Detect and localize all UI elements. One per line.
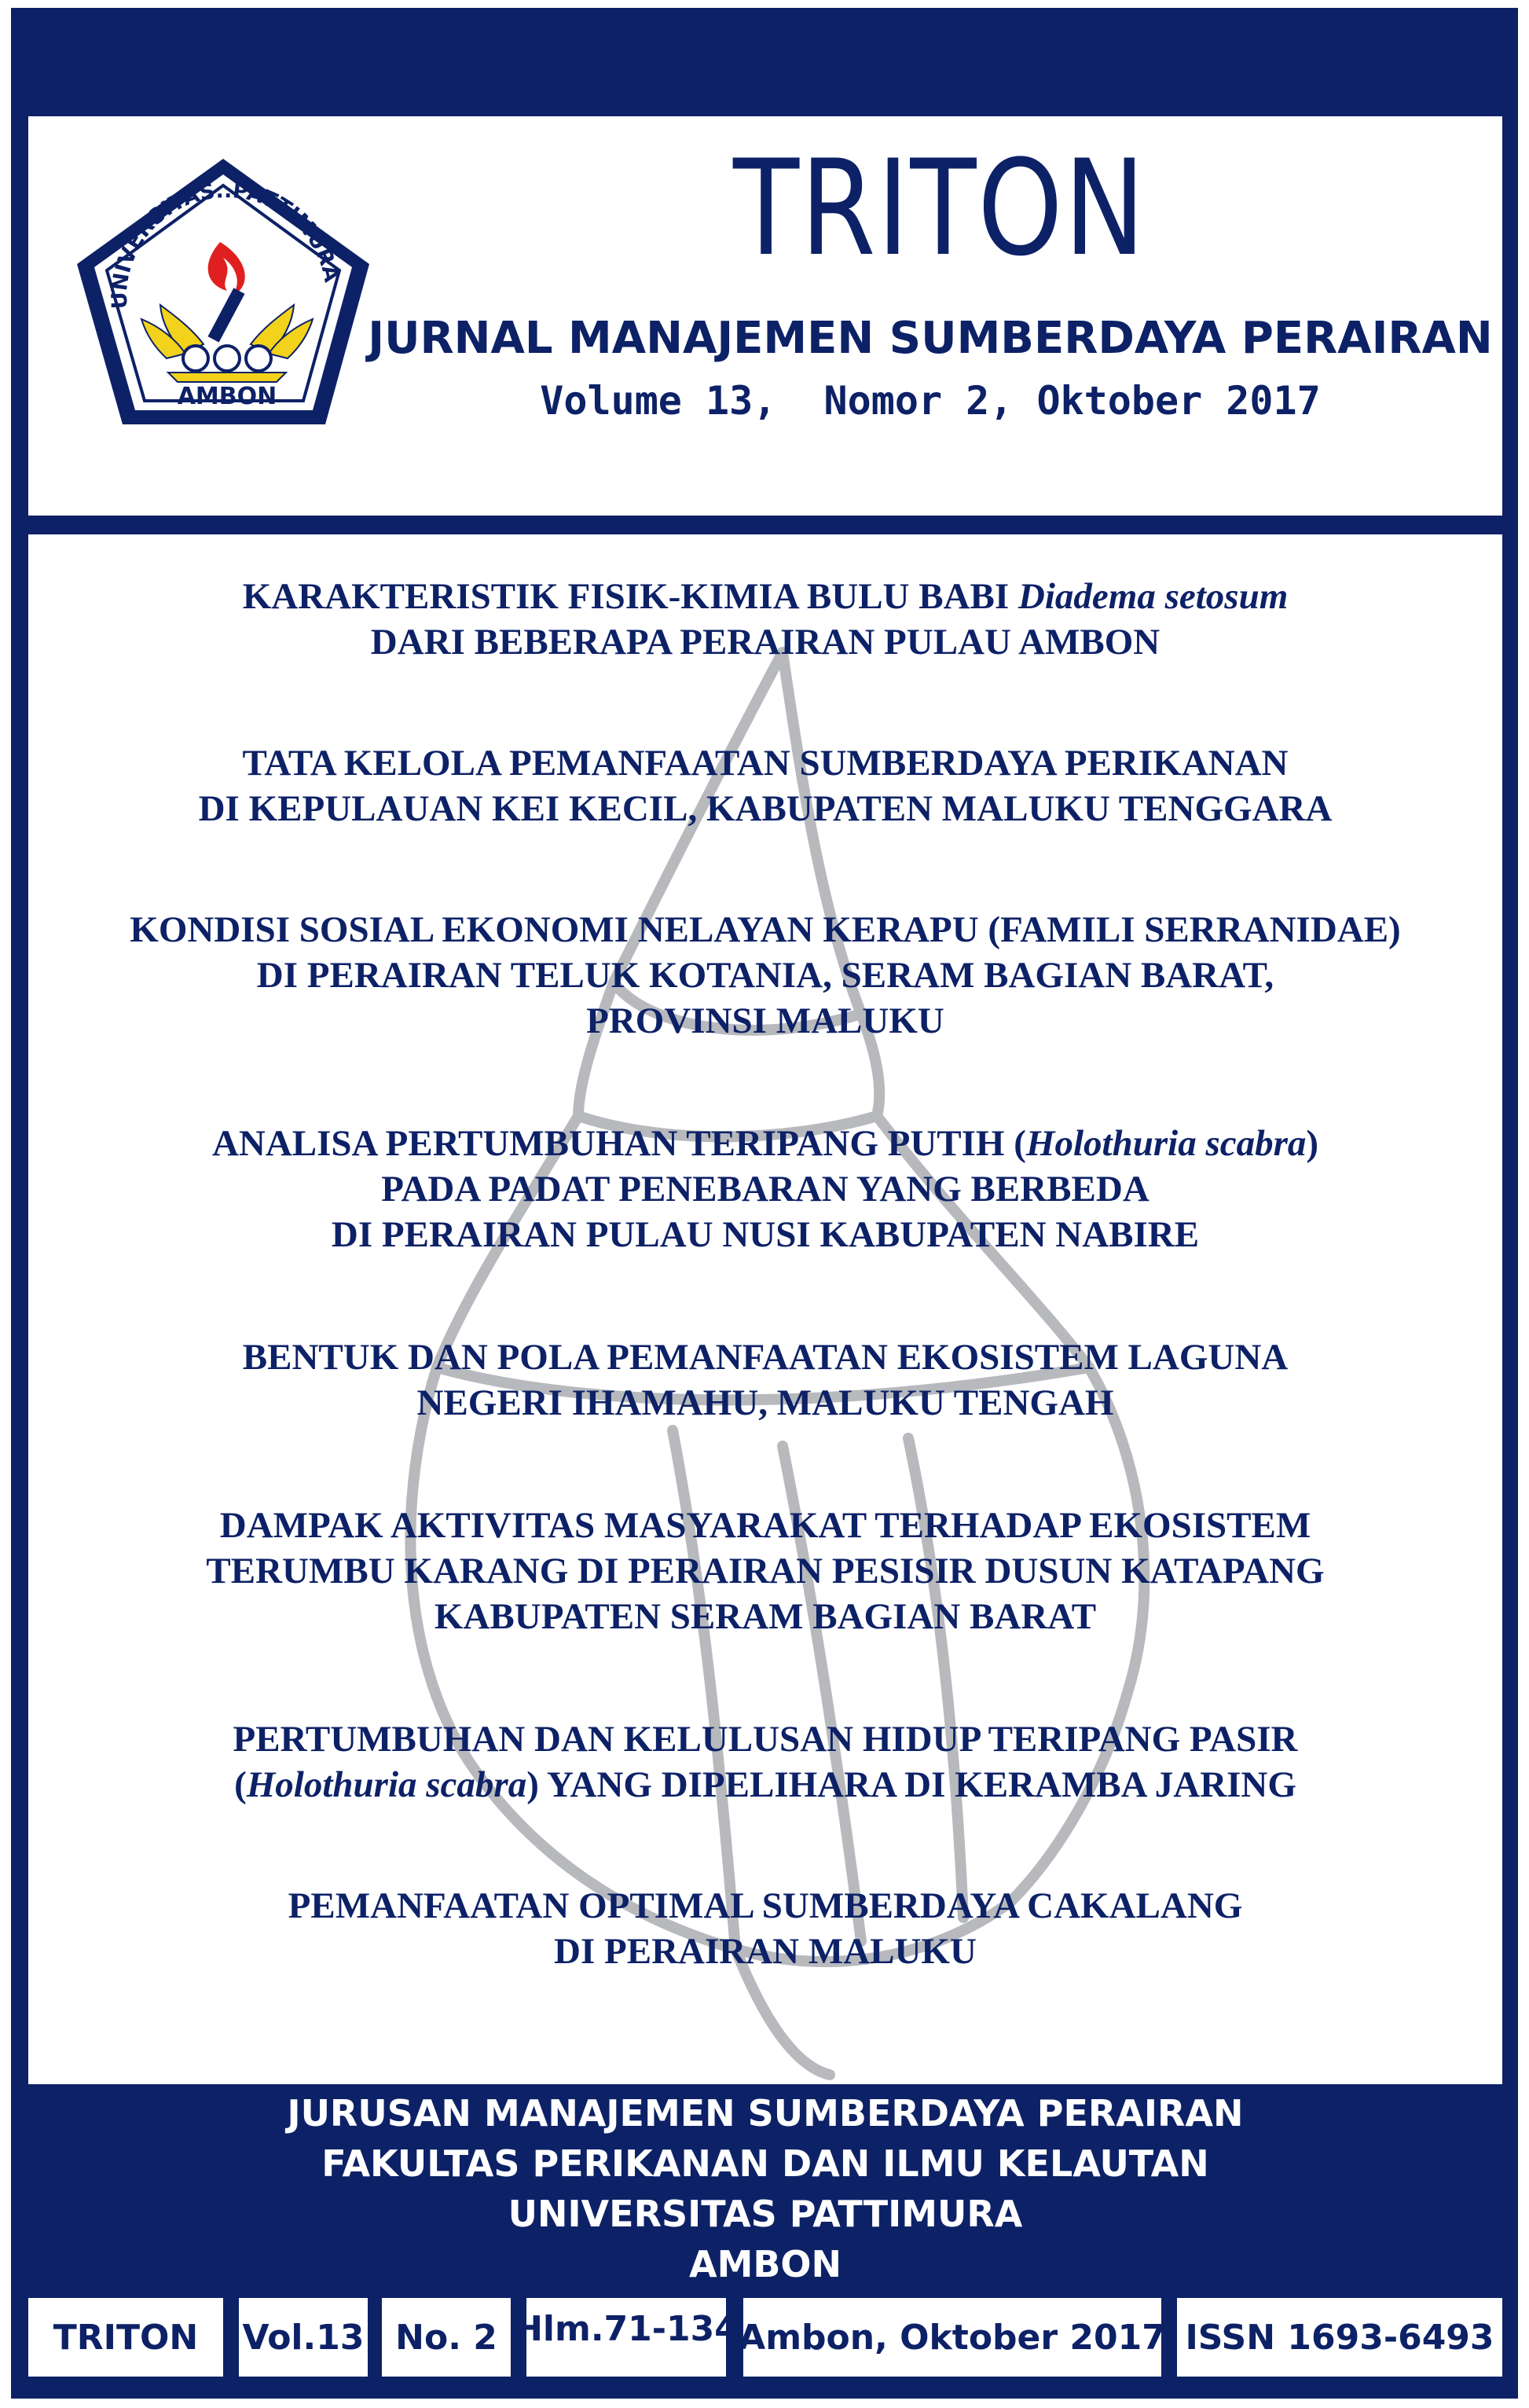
article-title-line: DI PERAIRAN PULAU NUSI KABUPATEN NABIRE [331, 1214, 1200, 1255]
article-title [28, 907, 1502, 1044]
info-journal: TRITON [28, 2298, 223, 2377]
article-title [28, 1121, 1502, 1257]
article-title-line: ANALISA PERTUMBUHAN TERIPANG PUTIH (Holothuria scabra) [211, 1123, 1319, 1164]
journal-title: TRITON [733, 131, 1146, 285]
university-logo [66, 148, 380, 439]
issue-info: Volume 13, Nomor 2, Oktober 2017 [540, 378, 1321, 424]
publisher-faculty: FAKULTAS PERIKANAN DAN ILMU KELAUTAN [321, 2142, 1209, 2185]
article-title-line: PEMANFAATAN OPTIMAL SUMBERDAYA CAKALANG [288, 1885, 1243, 1926]
article-title [28, 740, 1502, 831]
article-title-line: KABUPATEN SERAM BAGIAN BARAT [434, 1596, 1097, 1637]
journal-subtitle: JURNAL MANAJEMEN SUMBERDAYA PERAIRAN [368, 313, 1493, 364]
article-title-line: DI PERAIRAN TELUK KOTANIA, SERAM BAGIAN BARAT, [256, 955, 1274, 996]
article-title [28, 1503, 1502, 1639]
info-volume: Vol.13 [239, 2298, 368, 2377]
publisher-department: JURUSAN MANAJEMEN SUMBERDAYA PERAIRAN [287, 2092, 1244, 2135]
header-panel [28, 116, 1502, 516]
logo-arc-text: UNIVERSITAS..PATTIMURA [107, 178, 344, 310]
info-place-date: Ambon, Oktober 2017 [743, 2298, 1161, 2377]
article-title-line: TATA KELOLA PEMANFAATAN SUMBERDAYA PERIKANAN [242, 743, 1289, 784]
info-issn: ISSN 1693-6493 [1177, 2298, 1502, 2377]
publisher-university: UNIVERSITAS PATTIMURA [508, 2193, 1023, 2235]
article-title-line: DARI BEBERAPA PERAIRAN PULAU AMBON [370, 622, 1160, 663]
article-title-line: DAMPAK AKTIVITAS MASYARAKAT TERHADAP EKOSISTEM [219, 1505, 1311, 1546]
logo-city-text: AMBON [177, 383, 277, 410]
article-title [28, 574, 1502, 665]
articles-panel [28, 534, 1502, 2084]
article-title-line: PERTUMBUHAN DAN KELULUSAN HIDUP TERIPANG PASIR [233, 1719, 1298, 1760]
info-number: No. 2 [382, 2298, 511, 2377]
article-title-line: TERUMBU KARANG DI PERAIRAN PESISIR DUSUN KATAPANG [206, 1551, 1325, 1591]
article-title-line: PADA PADAT PENEBARAN YANG BERBEDA [381, 1169, 1150, 1210]
article-title-line: KARAKTERISTIK FISIK-KIMIA BULU BABI Diadema setosum [242, 576, 1289, 617]
article-title [28, 1716, 1502, 1808]
publisher-city: AMBON [688, 2243, 842, 2285]
article-title [28, 1883, 1502, 1974]
article-title-line: PROVINSI MALUKU [586, 1000, 944, 1041]
article-title [28, 1334, 1502, 1426]
article-title-line: DI KEPULAUAN KEI KECIL, KABUPATEN MALUKU TENGGARA [198, 788, 1333, 829]
article-title-line: NEGERI IHAMAHU, MALUKU TENGAH [416, 1382, 1114, 1423]
article-title-line: BENTUK DAN POLA PEMANFAATAN EKOSISTEM LAGUNA [242, 1337, 1289, 1378]
info-pages: Hlm.71-134 [526, 2298, 726, 2377]
article-title-line: (Holothuria scabra) YANG DIPELIHARA DI KERAMBA JARING [234, 1764, 1296, 1805]
article-title-line: DI PERAIRAN MALUKU [554, 1931, 977, 1972]
article-title-line: KONDISI SOSIAL EKONOMI NELAYAN KERAPU (FAMILI SERRANIDAE) [130, 909, 1401, 950]
